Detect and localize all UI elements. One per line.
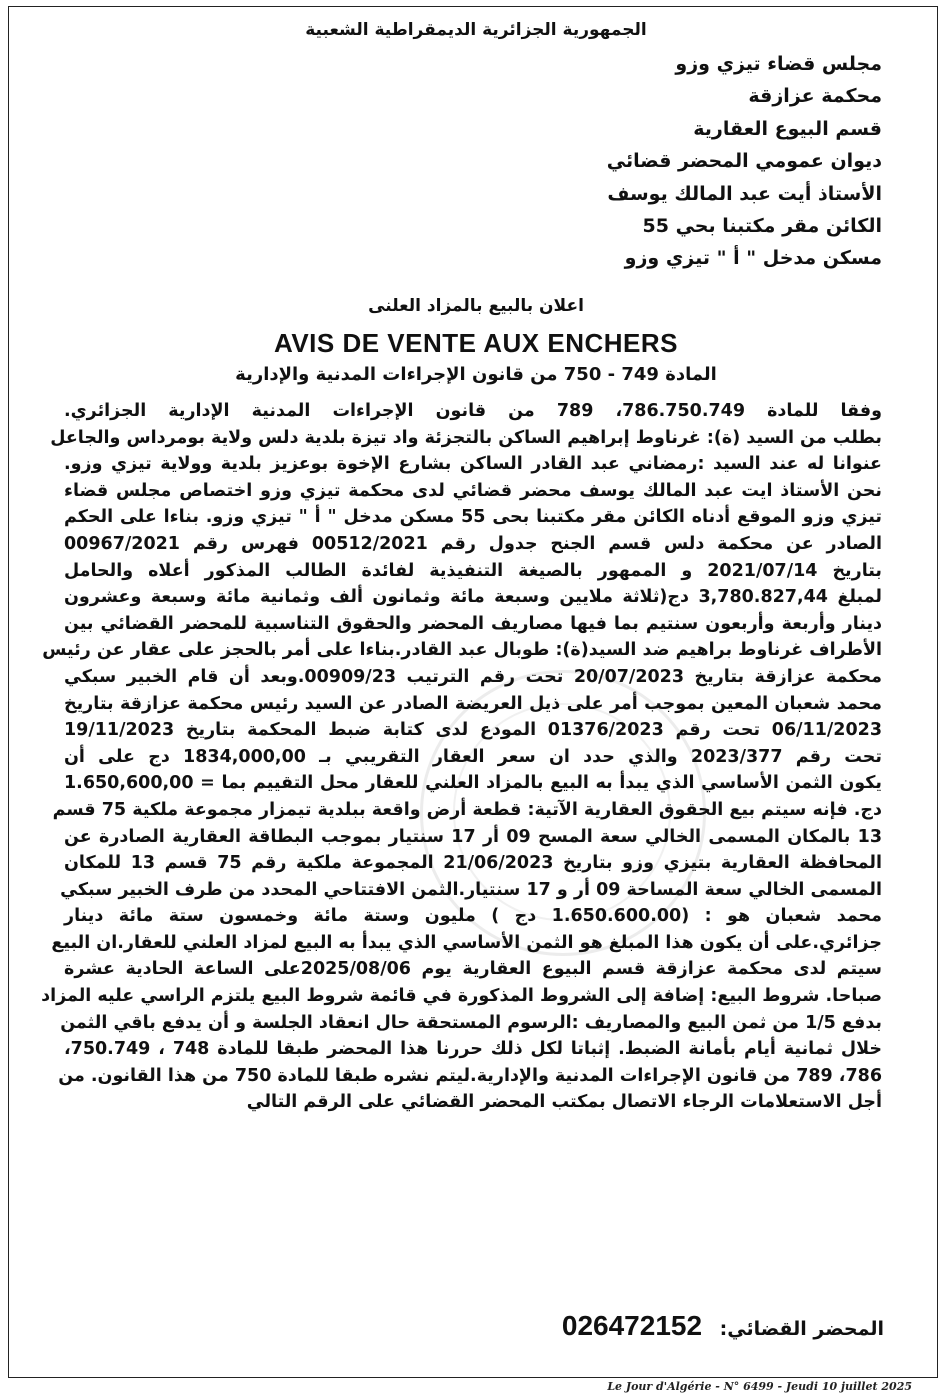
body-line: نحن الأستاذ ايت عبد المالك يوسف محضر قضائي لدى محكمة تيزي وزو اختصاص مجلس قضاء: [64, 480, 882, 501]
court-section: قسم البيوع العقارية: [693, 117, 882, 140]
body-line: أجل الاستعلامات الرجاء الاتصال بمكتب المحضر القضائي على الرقم التالي: [246, 1092, 882, 1113]
republic-heading: الجمهورية الجزائرية الديمقراطية الشعبية: [305, 20, 647, 40]
office-address-2: مسكن مدخل " أ " تيزي وزو: [624, 247, 882, 270]
body-line: صباحا. شروط البيع: إضافة إلى الشروط المذكورة في قائمة شروط البيع يلتزم الراسي عليه المزاد: [41, 986, 882, 1007]
body-line: تحت رقم 2023/377 والذي حدد ان سعر العقار التقريبي بـ 1834,000,00 دج على أن: [64, 746, 882, 767]
bailiff-name: الأستاذ أيت عبد المالك يوسف: [607, 182, 882, 205]
body-line: جزائري.على أن يكون هذا المبلغ هو الثمن الأساسي الذي يبدأ به البيع لمزاد العلني للعقار.ان البيع: [51, 932, 882, 953]
body-line: بطلب من السيد (ة): غرناوط إبراهيم الساكن بالتجزئة واد تيزة بلدية دلس ولاية بومرداس والجاعل: [50, 427, 882, 448]
body-line: بتاريخ 2021/07/14 و الممهور بالصيغة التنفيذية لفائدة الطالب المذكور أعلاه والحامل: [64, 560, 882, 581]
body-line: 06/11/2023 تحت رقم 01376/2023 المودع لدى كتابة ضبط المحكمة بتاريخ 19/11/2023: [64, 720, 882, 741]
signature-line: [562, 1310, 884, 1342]
bailiff-header: [462, 48, 882, 275]
body-line: 13 بالمكان المسمى الخالي سعة المسح 09 أر 17 سنتيار بموجب البطاقة العقارية الصادرة عن: [64, 826, 882, 847]
office-address-1: الكائن مقر مكتبنا بحي 55: [642, 214, 882, 237]
announcement-title-ar: اعلان بالبيع بالمزاد العلنى: [368, 296, 584, 316]
body-line: محمد شعبان هو : (1.650.600.00 دج ) مليون وستة مائة وخمسون ستة مائة دينار: [64, 906, 882, 927]
body-line: خلال ثمانية أيام بأمانة الضبط. إثباتا لكل ذلك حررنا هذا المحضر طبقا للمادة 748 ، 750.749،: [64, 1039, 882, 1060]
body-line: المحافظة العقارية بتيزي وزو بتاريخ 21/06/2023 المجموعة ملكية رقم 75 قسم 13 للمكان: [64, 853, 882, 874]
body-line: 786، 789 من قانون الإجراءات المدنية والإدارية.ليتم نشره طبقا للمادة 750 من هذا القانون. من: [58, 1065, 882, 1086]
body-line: تيزي وزو الموقع أدناه الكائن مقر مكتبنا بحى 55 مسكن مدخل " أ " تيزي وزو. بناءا على الحكم: [64, 507, 882, 528]
body-line: وفقا للمادة 786.750.749، 789 من قانون الإجراءات المدنية الإدارية الجزائري.: [64, 401, 882, 421]
body-line: عنوانا له عند السيد :رمضاني عبد القادر الساكن بشارع الإخوة بوعزيز بلدية وولاية تيزي وزو.: [64, 454, 882, 475]
notice-body: [41, 398, 882, 1116]
body-line: سيتم لدى محكمة عزازقة قسم البيوع العقارية يوم 2025/08/06على الساعة الحادية عشرة: [64, 959, 882, 980]
court-council: مجلس قضاء تيزي وزو: [675, 53, 882, 75]
announcement-articles: المادة 749 - 750 من قانون الإجراءات المدنية والإدارية: [235, 364, 717, 385]
body-line: الأطراف غرناوط براهيم ضد السيد(ة): طوبال عبد القادر.بناءا على أمر بالحجز على عقار عن رئيس: [42, 640, 882, 661]
body-line: الصادر عن محكمة دلس قسم الجنح جدول رقم 00512/2021 فهرس رقم 00967/2021: [64, 533, 882, 554]
body-line: لمبلغ 3,780.827,44 دج(ثلاثة ملايين وسبعة مائة وثمانون ألف وثمانية مائة وسبعة وعشرون: [64, 587, 882, 608]
body-line: دج. فإنه سيتم بيع الحقوق العقارية الآتية: قطعة أرض واقعة ببلدية تيمزار مجموعة ملكية 75 قسم: [52, 799, 882, 820]
contact-phone: 026472152: [561, 1310, 703, 1341]
bailiff-signature-label: المحضر القضائي:: [719, 1318, 884, 1340]
body-line: بدفع 1/5 من ثمن البيع والمصاريف :الرسوم المستحقة حال انعقاد الجلسة و أن يدفع باقي الثمن: [60, 1012, 882, 1033]
announcement-title-fr: AVIS DE VENTE AUX ENCHERS: [273, 328, 678, 358]
body-line: المسمى الخالي سعة المساحة 09 أر و 17 سنتيار.الثمن الافتتاحي المحدد من طرف الخبير سبكي: [60, 879, 882, 900]
body-line: محكمة عزازقة بتاريخ 20/07/2023 تحت رقم الترتيب 00909/23.وبعد أن قام الخبير سبكي: [64, 666, 882, 687]
court-name: محكمة عزازقة: [748, 85, 882, 108]
body-line: يكون الثمن الأساسي الذي يبدأ به البيع بالمزاد العلني للعقار محل التقييم بما = 1.650,600,00: [64, 773, 882, 794]
body-line: محمد شعبان المعين بموجب أمر على ذيل العريضة الصادر عن السيد رئيس محكمة عزازقة بتاريخ: [64, 693, 882, 714]
bailiff-office: ديوان عمومي المحضر قضائي: [606, 150, 882, 173]
newspaper-footer: Le Jour d'Algérie - N° 6499 - Jeudi 10 juillet 2025: [607, 1380, 912, 1393]
body-line: دينار وأربعة وأربعون سنتيم بما فيها مصاريف المحضر والحقوق التناسبية للمحضر القضائي بين: [64, 613, 882, 634]
